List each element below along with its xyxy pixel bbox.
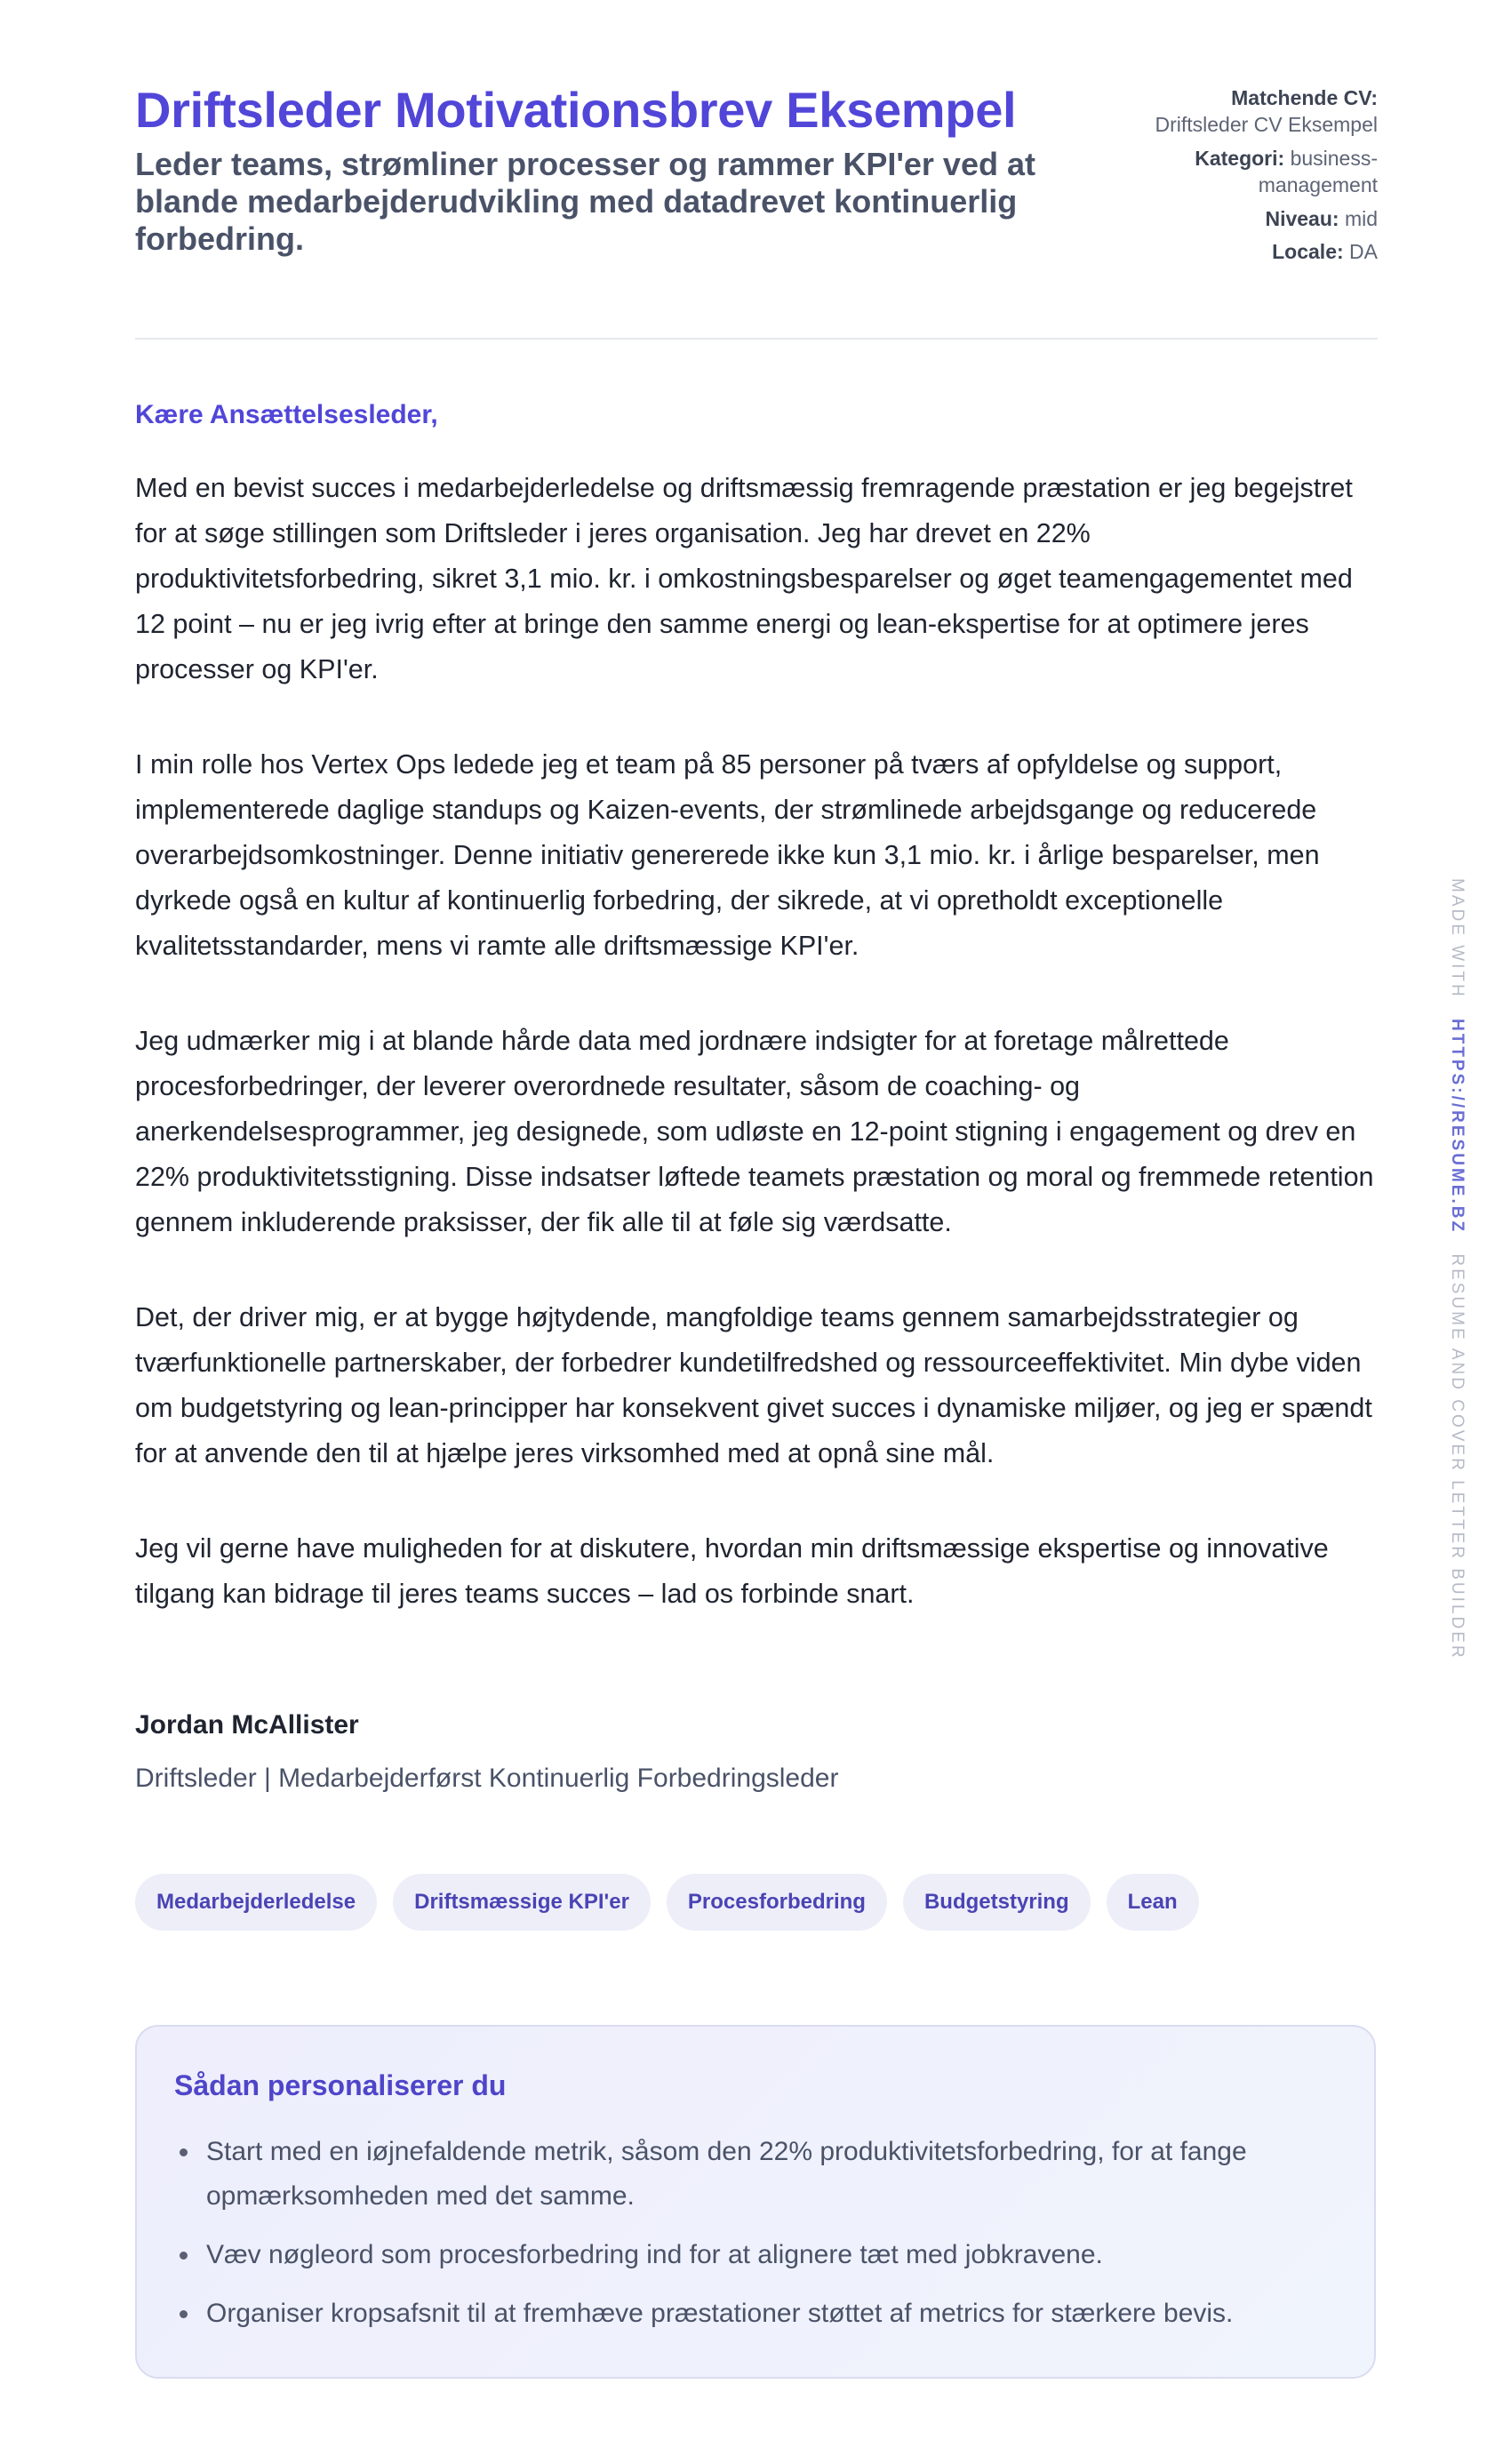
letter-body <box>135 466 1378 1667</box>
tip-item: Start med en iøjnefaldende metrik, såsom den 22% produktivitetsforbedring, for at fange opmærksomheden med det samme. <box>174 2130 1330 2219</box>
meta-value[interactable]: Driftsleder CV Eksempel <box>1155 112 1378 136</box>
signature-title: Driftsleder | Medarbejderførst Kontinuerlig Forbedringsleder <box>135 1764 839 1793</box>
tag-chip[interactable]: Lean <box>1107 1874 1199 1931</box>
signature-name: Jordan McAllister <box>135 1710 359 1740</box>
page-subtitle: Leder teams, strømliner processer og rammer KPI'er ved at blande medarbejderudvikling med datadrevet kontinuerlig forbedring. <box>135 146 1035 257</box>
header <box>135 0 1378 340</box>
letter-paragraph: I min rolle hos Vertex Ops ledede jeg et team på 85 personer på tværs af opfyldelse og support, implementerede daglige standups og Kaizen-events, der strømlinede arbejdsgange og reducerede overarbejdsomkostninger. Denne initiativ genererede ikke kun 3,1 mio. kr. i årlige besparelser, men dyrkede også en kultur af kontinuerlig forbedring, der sikrede, at vi opretholdt exceptionelle kvalitetsstandarder, mens vi ramte alle driftsmæssige KPI'er. <box>135 749 1320 961</box>
side-link[interactable]: HTTPS://RESUME.BZ <box>1448 1019 1467 1235</box>
meta-level <box>1147 206 1378 233</box>
letter-paragraph: Jeg udmærker mig i at blande hårde data med jordnære indsigter for at foretage målrettede procesforbedringer, der leverer overordnede resultater, såsom de coaching- og anerkendelsesprogrammer, jeg designede, som udløste en 12-point stigning i engagement og drev en 22% produktivitetsstigning. Disse indsatser løftede teamets præstation og moral og fremmede retention gennem inkluderende praksisser, der fik alle til at føle sig værdsatte. <box>135 1026 1374 1237</box>
meta-label: Niveau: <box>1265 206 1339 230</box>
keyword-tags <box>135 1874 1199 1931</box>
meta-label: Locale: <box>1272 240 1344 264</box>
meta-value: mid <box>1344 206 1378 230</box>
letter-greeting: Kære Ansættelsesleder, <box>135 400 438 429</box>
tag-chip[interactable]: Budgetstyring <box>903 1874 1091 1931</box>
tag-chip[interactable]: Procesforbedring <box>667 1874 887 1931</box>
meta-value: DA <box>1349 240 1378 264</box>
meta-label: Kategori: <box>1195 146 1285 170</box>
personalize-tips-box <box>135 2025 1376 2379</box>
meta-label: Matchende CV: <box>1231 86 1378 109</box>
tip-item: Væv nøgleord som procesforbedring ind for at alignere tæt med jobkravene. <box>174 2233 1330 2277</box>
meta-category <box>1147 146 1378 199</box>
tip-item: Organiser kropsafsnit til at fremhæve præstationer støttet af metrics for stærkere bevis. <box>174 2292 1330 2336</box>
side-suffix: RESUME AND COVER LETTER BUILDER <box>1448 1253 1467 1660</box>
tag-chip[interactable]: Medarbejderledelse <box>135 1874 377 1931</box>
document-page <box>135 0 1378 2328</box>
side-branding <box>1447 878 1467 1660</box>
letter-paragraph: Det, der driver mig, er at bygge højtydende, mangfoldige teams gennem samarbejdsstrategier og tværfunktionelle partnerskaber, der forbedrer kundetilfredshed og ressourceeffektivitet. Min dybe viden om budgetstyring og lean-principper har konsekvent givet succes i dynamiske miljøer, og jeg er spændt for at anvende den til at hjælpe jeres virksomhed med at opnå sine mål. <box>135 1302 1372 1468</box>
side-prefix: MADE WITH <box>1448 878 1467 999</box>
letter-paragraph: Med en bevist succes i medarbejderledelse og driftsmæssig fremragende præstation er jeg begejstret for at søge stillingen som Driftsleder i jeres organisation. Jeg har drevet en 22% produktivitetsforbedring, sikret 3,1 mio. kr. i omkostningsbesparelser og øget teamengagementet med 12 point – nu er jeg ivrig efter at bringe den samme energi og lean-ekspertise for at optimere jeres processer og KPI'er. <box>135 473 1353 684</box>
meta-matching-cv <box>1147 85 1378 139</box>
meta-value: business-management <box>1258 146 1378 196</box>
page-title: Driftsleder Motivationsbrev Eksempel <box>135 82 1017 138</box>
meta-locale <box>1147 239 1378 266</box>
tips-heading: Sådan personaliserer du <box>174 2069 507 2101</box>
letter-paragraph: Jeg vil gerne have muligheden for at diskutere, hvordan min driftsmæssige ekspertise og innovative tilgang kan bidrage til jeres teams succes – lad os forbinde snart. <box>135 1533 1329 1609</box>
meta-panel <box>1147 85 1378 273</box>
tag-chip[interactable]: Driftsmæssige KPI'er <box>393 1874 651 1931</box>
tips-list <box>174 2130 1330 2350</box>
